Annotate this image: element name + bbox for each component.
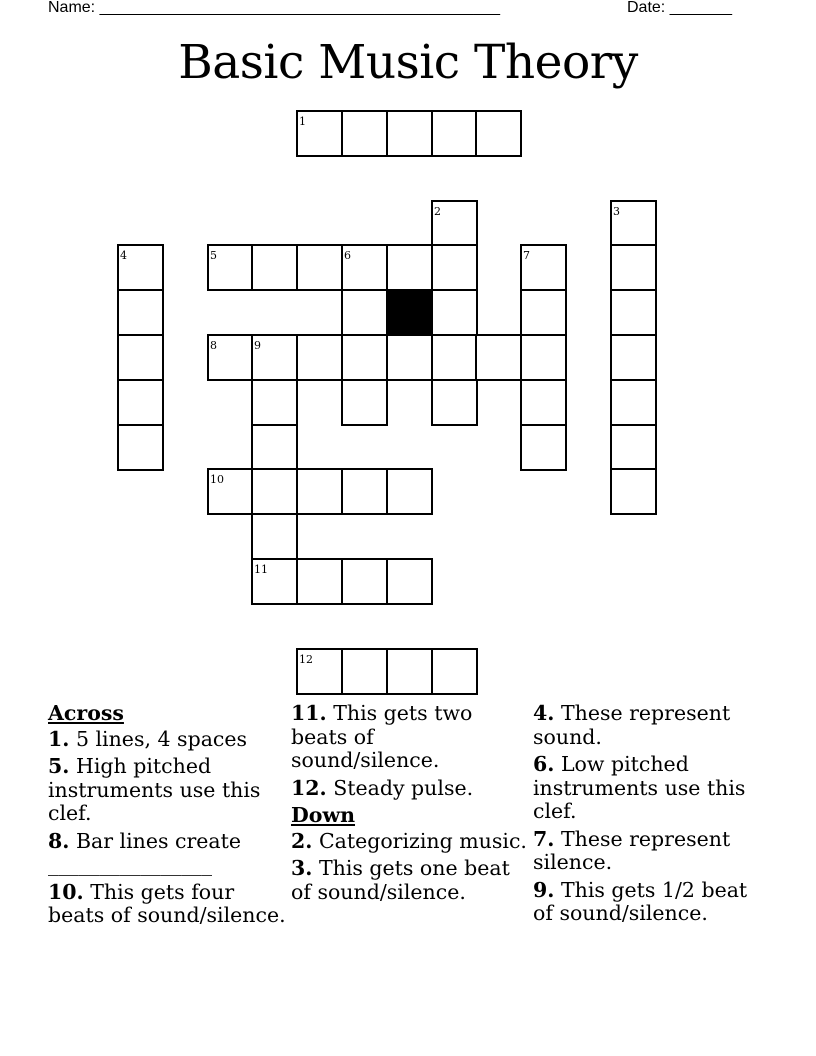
crossword-cell[interactable] — [386, 558, 433, 605]
crossword-cell[interactable] — [341, 379, 388, 426]
down-clue — [533, 702, 769, 749]
crossword-cell[interactable] — [117, 379, 164, 426]
down-clue — [533, 753, 769, 824]
name-blank-line: _____________________________________________ — [99, 0, 501, 16]
crossword-cell[interactable] — [296, 110, 343, 157]
clue-text: Categorizing music. — [318, 828, 527, 853]
down-heading: Down — [291, 803, 356, 827]
clue-text: This gets four beats of sound/silence. — [48, 879, 286, 927]
clue-text: These represent sound. — [533, 701, 731, 749]
clue-text: Steady pulse. — [333, 775, 474, 800]
crossword-cell[interactable] — [520, 379, 567, 426]
crossword-cell[interactable] — [520, 424, 567, 471]
across-clue — [48, 728, 288, 752]
crossword-cell[interactable] — [341, 289, 388, 336]
clue-text: 5 lines, 4 spaces — [75, 726, 248, 751]
crossword-cell[interactable] — [610, 424, 657, 471]
cell-number: 11 — [254, 563, 268, 576]
crossword-cell[interactable] — [431, 379, 478, 426]
crossword-cell[interactable] — [341, 334, 388, 381]
crossword-cell[interactable] — [431, 648, 478, 695]
clue-text: Low pitched instruments use this clef. — [533, 752, 746, 823]
across-clue — [291, 777, 527, 801]
crossword-cell[interactable] — [296, 648, 343, 695]
cell-number: 12 — [299, 653, 313, 666]
crossword-cell[interactable] — [386, 244, 433, 291]
clue-number: 6. — [533, 752, 555, 776]
crossword-cell[interactable] — [341, 648, 388, 695]
crossword-cell[interactable] — [207, 244, 254, 291]
down-clue — [533, 879, 769, 926]
crossword-cell[interactable] — [610, 244, 657, 291]
crossword-cell[interactable] — [386, 110, 433, 157]
clue-text: High pitched instruments use this clef. — [48, 754, 261, 825]
crossword-cell[interactable] — [520, 244, 567, 291]
cell-number: 1 — [299, 115, 306, 128]
cell-number: 5 — [210, 249, 217, 262]
date-label: Date: — [627, 0, 666, 16]
across-clue — [48, 830, 288, 877]
crossword-cell[interactable] — [207, 468, 254, 515]
cell-number: 8 — [210, 339, 217, 352]
clue-number: 11. — [291, 701, 327, 725]
crossword-cell[interactable] — [117, 244, 164, 291]
page-title: Basic Music Theory — [178, 35, 638, 90]
cell-number: 6 — [344, 249, 351, 262]
crossword-cell[interactable] — [386, 334, 433, 381]
crossword-cell[interactable] — [386, 468, 433, 515]
clue-number: 3. — [291, 856, 313, 880]
crossword-cell[interactable] — [251, 468, 298, 515]
crossword-cell[interactable] — [386, 648, 433, 695]
crossword-cell[interactable] — [296, 468, 343, 515]
clue-number: 2. — [291, 828, 313, 853]
clue-text: This gets one beat of sound/silence. — [291, 856, 510, 904]
clue-number: 1. — [48, 726, 70, 751]
clue-text: Bar lines create ________________ — [48, 828, 242, 876]
clue-column-3 — [533, 702, 769, 930]
clue-text: This gets 1/2 beat of sound/silence. — [533, 877, 748, 925]
cell-number: 10 — [210, 473, 224, 486]
cell-number: 7 — [523, 249, 530, 262]
clue-column-1 — [48, 702, 288, 932]
date-blank-line: _______ — [669, 0, 732, 16]
cell-number: 4 — [120, 249, 127, 262]
crossword-cell[interactable] — [296, 558, 343, 605]
across-clue — [48, 881, 288, 928]
crossword-cell[interactable] — [431, 200, 478, 247]
crossword-cell[interactable] — [341, 468, 388, 515]
name-label: Name: — [48, 0, 96, 16]
clue-number: 4. — [533, 701, 555, 725]
crossword-cell[interactable] — [520, 334, 567, 381]
clue-number: 7. — [533, 826, 555, 851]
across-heading: Across — [48, 701, 124, 725]
crossword-cell[interactable] — [296, 244, 343, 291]
clue-number: 12. — [291, 775, 327, 800]
crossword-cell[interactable] — [207, 334, 254, 381]
cell-number: 2 — [434, 205, 441, 218]
crossword-cell[interactable] — [610, 379, 657, 426]
down-clue — [533, 828, 769, 875]
down-clue — [291, 857, 527, 904]
across-clue — [48, 755, 288, 826]
crossword-cell[interactable] — [251, 424, 298, 471]
crossword-cell[interactable] — [251, 513, 298, 560]
across-clue — [291, 702, 527, 773]
crossword-cell[interactable] — [610, 468, 657, 515]
clue-column-2 — [291, 702, 527, 908]
clue-text: This gets two beats of sound/silence. — [291, 701, 473, 772]
crossword-cell[interactable] — [431, 110, 478, 157]
cell-number: 9 — [254, 339, 261, 352]
clue-number: 9. — [533, 877, 555, 902]
crossword-block — [386, 289, 433, 336]
down-clue — [291, 830, 527, 854]
crossword-cell[interactable] — [610, 200, 657, 247]
clue-number: 5. — [48, 754, 70, 778]
crossword-cell[interactable] — [296, 334, 343, 381]
crossword-cell[interactable] — [341, 244, 388, 291]
crossword-cell[interactable] — [117, 424, 164, 471]
crossword-cell[interactable] — [520, 289, 567, 336]
crossword-cell[interactable] — [610, 289, 657, 336]
crossword-cell[interactable] — [475, 334, 522, 381]
crossword-cell[interactable] — [117, 334, 164, 381]
clue-text: These represent silence. — [533, 826, 731, 874]
crossword-cell[interactable] — [431, 244, 478, 291]
crossword-cell[interactable] — [341, 110, 388, 157]
crossword-cell[interactable] — [475, 110, 522, 157]
crossword-cell[interactable] — [341, 558, 388, 605]
crossword-cell[interactable] — [431, 289, 478, 336]
crossword-cell[interactable] — [431, 334, 478, 381]
crossword-cell[interactable] — [251, 334, 298, 381]
crossword-cell[interactable] — [251, 379, 298, 426]
clue-number: 8. — [48, 828, 70, 853]
crossword-cell[interactable] — [251, 244, 298, 291]
crossword-cell[interactable] — [610, 334, 657, 381]
cell-number: 3 — [613, 205, 620, 218]
clue-number: 10. — [48, 879, 84, 904]
crossword-cell[interactable] — [251, 558, 298, 605]
crossword-cell[interactable] — [117, 289, 164, 336]
